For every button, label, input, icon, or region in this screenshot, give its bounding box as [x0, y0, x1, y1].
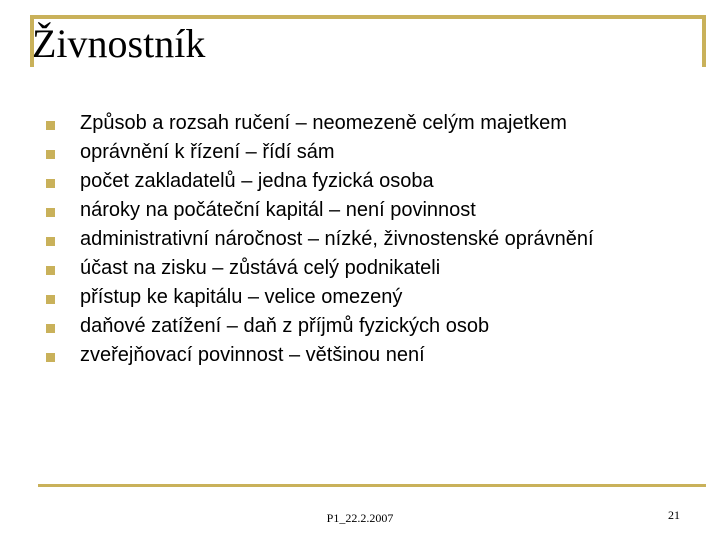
bullet-item [46, 257, 686, 280]
square-bullet-icon [46, 179, 55, 188]
bullet-text: zveřejňovací povinnost – většinou není [80, 344, 425, 366]
page-number: 21 [668, 508, 680, 522]
title-frame-right-border [702, 15, 706, 67]
bullet-text: daňové zatížení – daň z příjmů fyzických osob [80, 315, 490, 337]
square-bullet-icon [46, 237, 55, 246]
bullet-item [46, 141, 686, 164]
bullet-item [46, 199, 686, 222]
bullet-item [46, 228, 686, 251]
bullet-item [46, 344, 686, 367]
square-bullet-icon [46, 353, 55, 362]
bullet-item [46, 315, 686, 338]
slide-title: Živnostník [32, 21, 206, 66]
title-frame-top-border [30, 15, 706, 19]
square-bullet-icon [46, 150, 55, 159]
bullet-item [46, 170, 686, 193]
square-bullet-icon [46, 295, 55, 304]
footer-text: P1_22.2.2007 [326, 511, 394, 525]
footer-divider [38, 484, 706, 487]
bullet-text: přístup ke kapitálu – velice omezený [80, 286, 403, 308]
bullet-text: Způsob a rozsah ručení – neomezeně celým majetkem [80, 112, 567, 134]
square-bullet-icon [46, 208, 55, 217]
bullet-text: administrativní náročnost – nízké, živnostenské oprávnění [80, 228, 594, 250]
bullet-text: oprávnění k řízení – řídí sám [80, 141, 335, 163]
bullet-text: nároky na počáteční kapitál – není povinnost [80, 199, 476, 221]
square-bullet-icon [46, 324, 55, 333]
bullet-text: účast na zisku – zůstává celý podnikateli [80, 257, 441, 279]
bullet-text: počet zakladatelů – jedna fyzická osoba [80, 170, 434, 192]
bullet-item [46, 286, 686, 309]
bullet-list [46, 112, 686, 373]
square-bullet-icon [46, 266, 55, 275]
bullet-item [46, 112, 686, 135]
square-bullet-icon [46, 121, 55, 130]
